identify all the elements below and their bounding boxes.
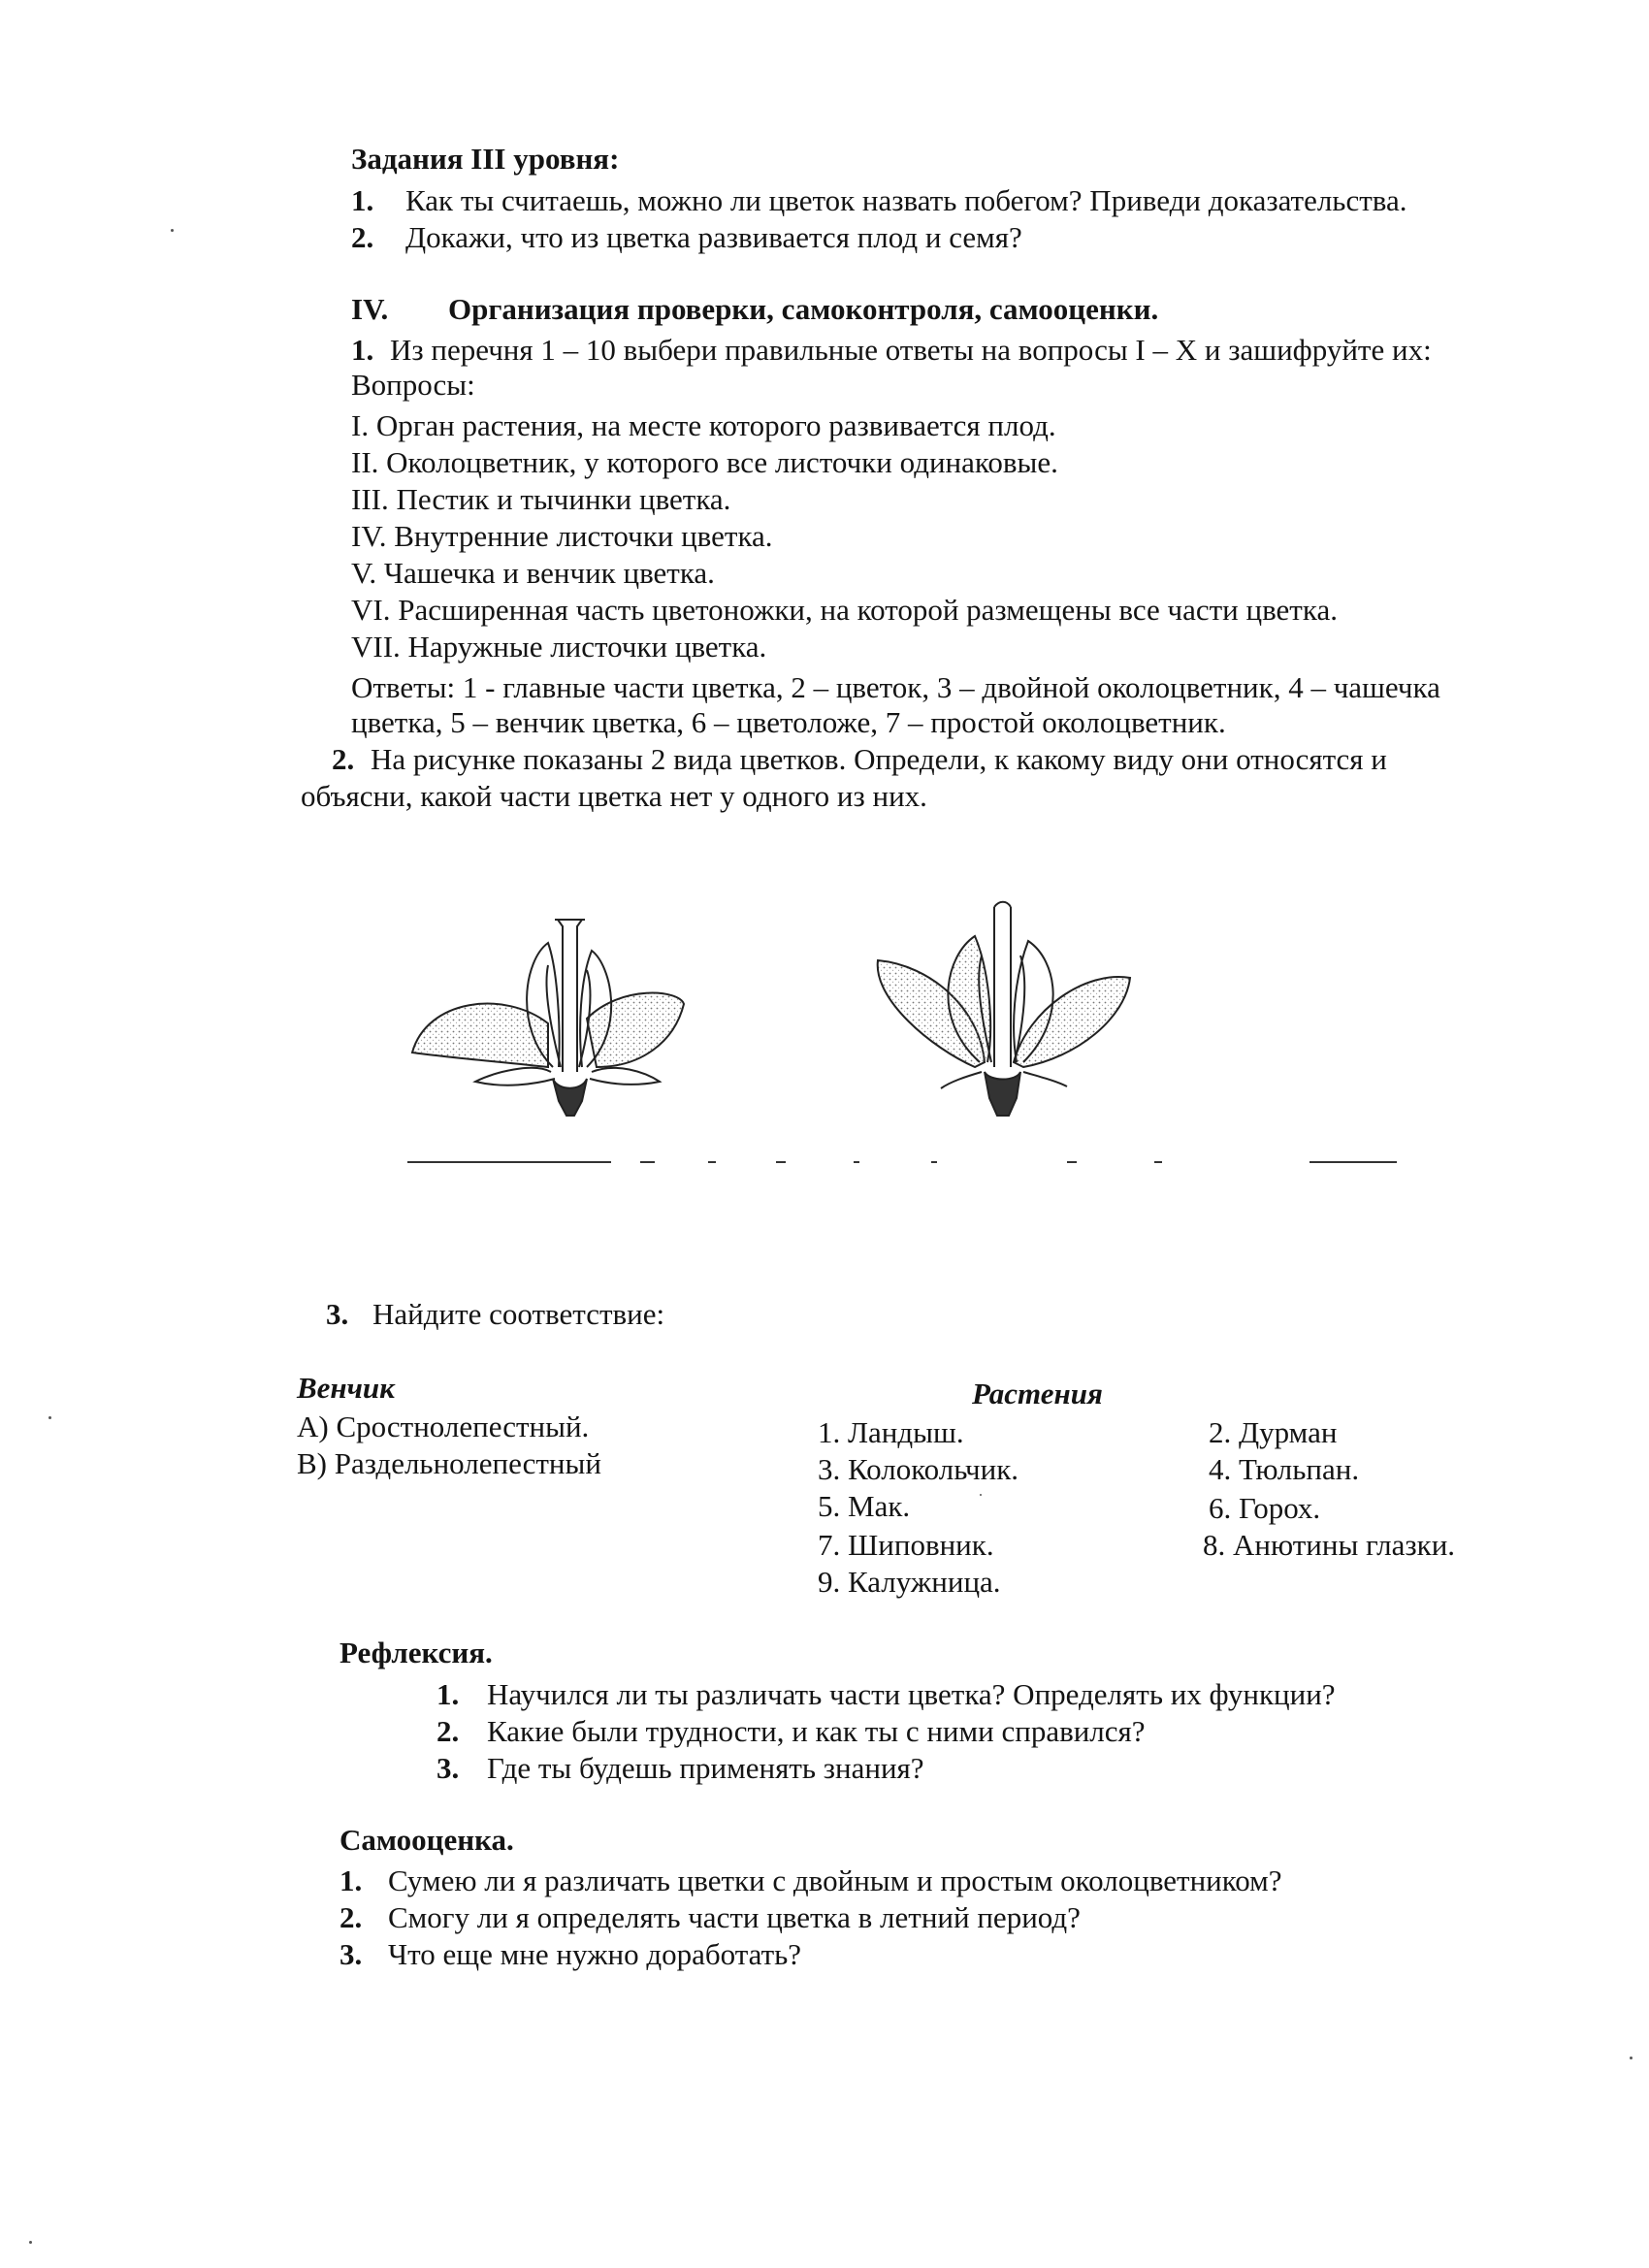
reflection-item-3 — [436, 1750, 924, 1788]
item-text: Из перечня 1 – 10 выбери правильные ответы на вопросы I – X и зашифруйте их: — [390, 333, 1432, 367]
pistil — [994, 907, 1011, 1067]
plant-right-1: 2. Дурман — [1209, 1415, 1338, 1449]
pistil — [558, 920, 582, 1072]
scan-speck — [48, 1416, 51, 1419]
reflection-item-2 — [436, 1713, 1146, 1751]
question-6: VI. Расширенная часть цветоножки, на которой размещены все части цветка. — [351, 593, 1338, 627]
self-assessment-item-3 — [340, 1936, 801, 1974]
item-text: Найдите соответствие: — [372, 1297, 665, 1331]
flower-drawings — [388, 873, 1436, 1174]
item-text: Как ты считаешь, можно ли цветок назвать побегом? Приведи доказательства. — [405, 183, 1407, 217]
scan-speck — [980, 1494, 982, 1496]
plant-left-4: 7. Шиповник. — [818, 1528, 994, 1562]
corolla-option-a: А) Сростнолепестный. — [297, 1409, 590, 1443]
item-number: 2. — [332, 742, 355, 776]
plants-header: Растения — [972, 1377, 1103, 1410]
plant-right-4: 8. Анютины глазки. — [1203, 1528, 1456, 1562]
scan-speck — [1630, 2057, 1633, 2059]
question-7: VII. Наружные листочки цветка. — [351, 630, 767, 664]
section4-heading — [351, 291, 1158, 329]
plant-left-3: 5. Мак. — [818, 1489, 911, 1523]
plant-right-3: 6. Горох. — [1209, 1491, 1321, 1525]
answers-line-2: цветка, 5 – венчик цветка, 6 – цветоложе, 7 – простой околоцветник. — [351, 705, 1226, 739]
reflection-item-1 — [436, 1676, 1336, 1714]
item-number: 3. — [340, 1937, 363, 1971]
question-2: II. Околоцветник, у которого все листочки одинаковые. — [351, 445, 1058, 479]
item-number: 1. — [351, 333, 374, 367]
item-text: Что еще мне нужно доработать? — [388, 1937, 802, 1971]
item-number: 1. — [351, 183, 374, 217]
level3-item-1 — [351, 182, 1407, 220]
answers-line-1: Ответы: 1 - главные части цветка, 2 – цветок, 3 – двойной околоцветник, 4 – чашечка — [351, 670, 1440, 704]
item-number: 2. — [351, 220, 374, 254]
style-top — [994, 902, 1011, 907]
item-text: Научился ли ты различать части цветка? Определять их функции? — [487, 1677, 1336, 1711]
section4-title: Организация проверки, самоконтроля, самооценки. — [448, 292, 1159, 326]
item-text: Какие были трудности, и как ты с ними справился? — [487, 1714, 1146, 1748]
front-tepal-right — [590, 1068, 660, 1085]
plant-right-2: 4. Тюльпан. — [1209, 1452, 1360, 1486]
item-text: Докажи, что из цветка развивается плод и семя? — [405, 220, 1022, 254]
level3-item-2 — [351, 219, 1022, 257]
sepal-left — [941, 1072, 982, 1088]
task2-line-2: объясни, какой части цветка нет у одного из них. — [301, 779, 927, 813]
item-text: На рисунке показаны 2 вида цветков. Определи, к какому виду они относятся и — [371, 742, 1387, 776]
flower-illustration-1 — [412, 920, 684, 1116]
question-4: IV. Внутренние листочки цветка. — [351, 519, 773, 553]
self-assessment-item-1 — [340, 1863, 1282, 1900]
reflection-heading: Рефлексия. — [340, 1636, 493, 1669]
item-number: 1. — [436, 1677, 460, 1711]
level3-heading: Задания III уровня: — [351, 142, 620, 176]
right-tepal — [587, 993, 684, 1067]
item-text: Где ты будешь применять знания? — [487, 1751, 924, 1785]
item-text: Сумею ли я различать цветки с двойным и простым околоцветником? — [388, 1863, 1282, 1897]
corolla-option-b: В) Раздельнолепестный — [297, 1446, 601, 1480]
item-number: 3. — [436, 1751, 460, 1785]
receptacle — [985, 1072, 1020, 1116]
front-tepal-left — [475, 1068, 555, 1085]
task3-title — [326, 1296, 664, 1334]
item-number: 3. — [326, 1297, 349, 1331]
scan-speck — [171, 229, 174, 232]
scan-speck — [29, 2241, 32, 2244]
plant-left-5: 9. Калужница. — [818, 1565, 1001, 1599]
task1-intro — [351, 332, 1432, 370]
task2-line-1 — [332, 741, 1387, 779]
item-number: 2. — [340, 1900, 363, 1934]
item-number: 2. — [436, 1714, 460, 1748]
item-number: 1. — [340, 1863, 363, 1897]
self-assessment-item-2 — [340, 1899, 1081, 1937]
item-text: Смогу ли я определять части цветка в летний период? — [388, 1900, 1081, 1934]
corolla-header: Венчик — [297, 1371, 395, 1405]
plant-left-1: 1. Ландыш. — [818, 1415, 964, 1449]
question-1: I. Орган растения, на месте которого развивается плод. — [351, 408, 1056, 442]
flower-illustration-2 — [878, 902, 1130, 1116]
question-3: III. Пестик и тычинки цветка. — [351, 482, 731, 516]
self-assessment-heading: Самооценка. — [340, 1823, 514, 1857]
question-5: V. Чашечка и венчик цветка. — [351, 556, 715, 590]
questions-label: Вопросы: — [351, 368, 475, 402]
section4-roman: IV. — [351, 292, 389, 326]
plant-left-2: 3. Колокольчик. — [818, 1452, 1019, 1486]
receptacle — [553, 1079, 587, 1116]
sepal-right — [1023, 1072, 1067, 1086]
